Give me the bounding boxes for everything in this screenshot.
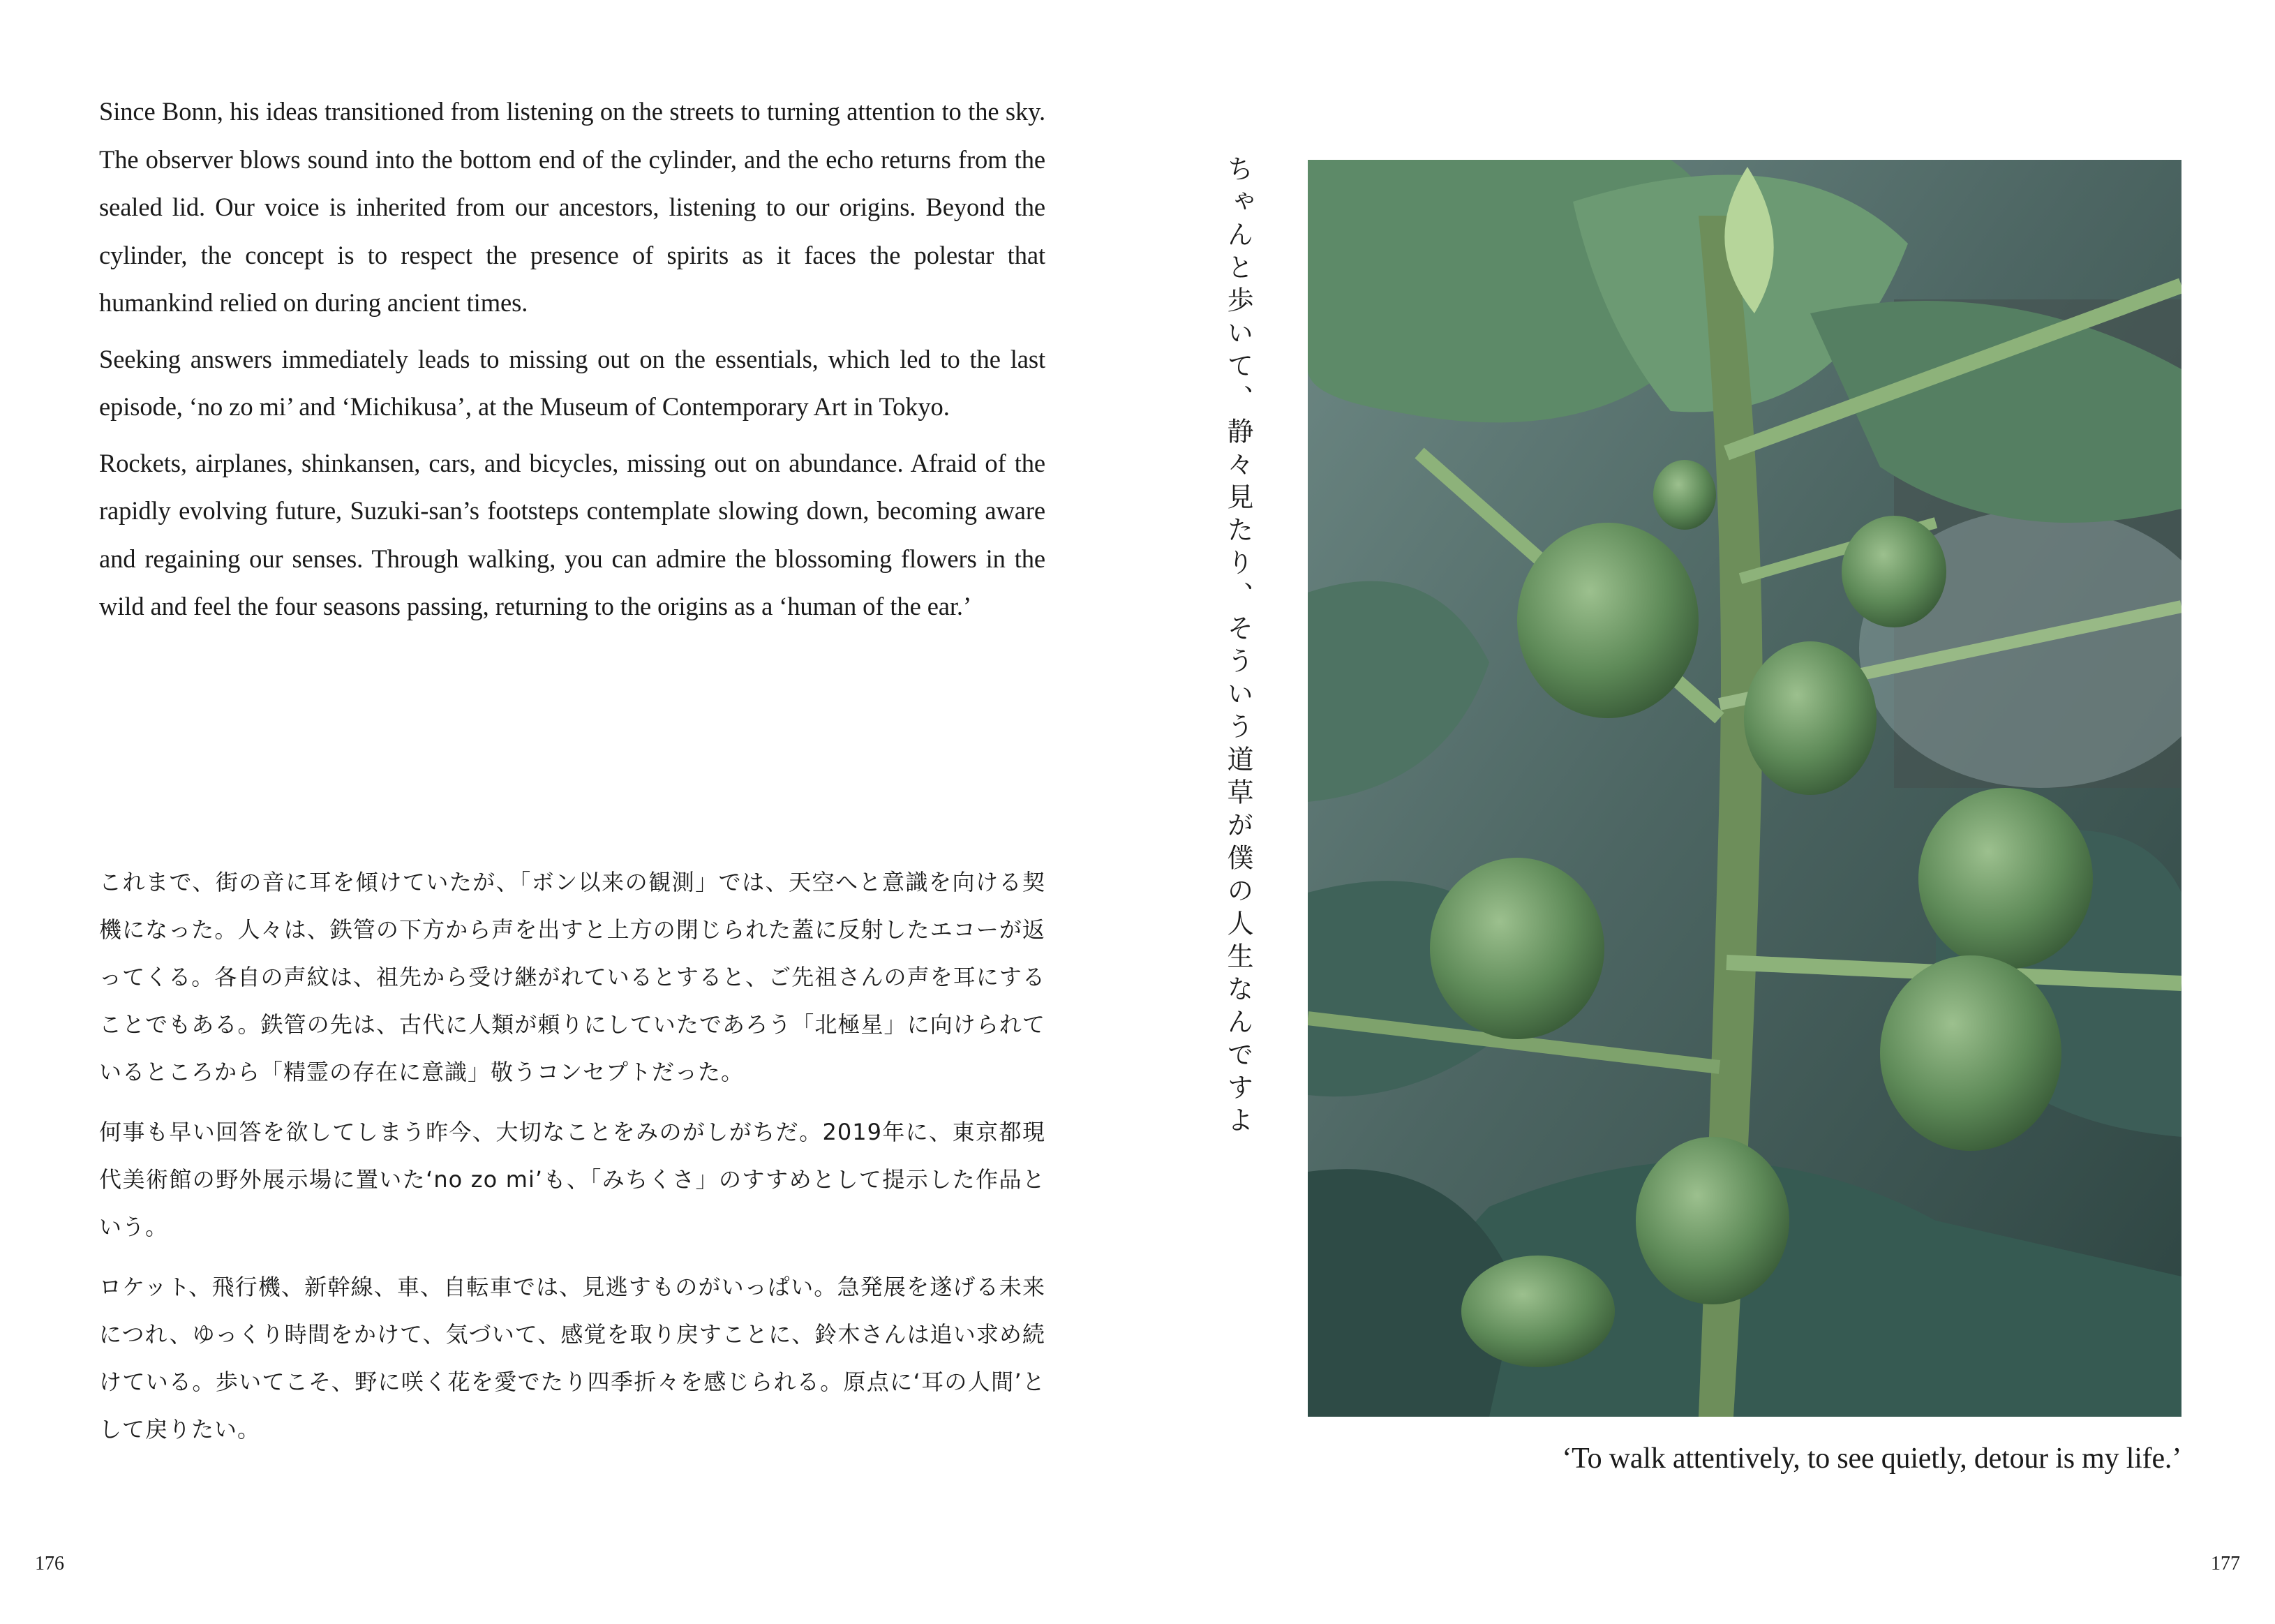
japanese-body-text	[99, 858, 1045, 1466]
photo-caption: ‘To walk attentively, to see quietly, detour is my life.’	[1562, 1443, 2181, 1475]
english-body-text	[99, 88, 1045, 639]
japanese-paragraph-3: ロケット、飛行機、新幹線、車、自転車では、見逃すものがいっぱい。急発展を遂げる未来につれ、ゆっくり時間をかけて、気づいて、感覚を取り戻すことに、鈴木さんは追い求め続けている。歩いてこそ、野に咲く花を愛でたり四季折々を感じられる。原点に‘耳の人間’として戻りたい。	[99, 1274, 1045, 1443]
fig-photo-illustration	[1308, 160, 2181, 1417]
vertical-japanese-quote: ちゃんと歩いて、静々見たり、そういう道草が僕の人生なんですよ	[1223, 155, 1253, 1139]
english-paragraph-3: Rockets, airplanes, shinkansen, cars, and bicycles, missing out on abundance. Afraid of the rapidly evolving future, Suzuki-san’s footsteps contemplate slowing down, becoming aware and regaining our senses. Through walking, you can admire the blossoming flowers in the wild and feel the four seasons passing, returning to the origins as a ‘human of the ear.’	[99, 448, 1045, 620]
japanese-paragraph-1: これまで、街の音に耳を傾けていたが、「ボン以来の観測」では、天空へと意識を向ける契機になった。人々は、鉄管の下方から声を出すと上方の閉じられた蓋に反射したエコーが返ってくる。各自の声紋は、祖先から受け継がれているとすると、ご先祖さんの声を耳にすることでもある。鉄管の先は、古代に人類が頼りにしていたであろう「北極星」に向けられているところから「精霊の存在に意識」敬うコンセプトだった。	[99, 869, 1045, 1085]
page-number-right: 177	[2211, 1553, 2240, 1574]
page-number-left: 176	[35, 1553, 64, 1574]
english-paragraph-2: Seeking answers immediately leads to missing out on the essentials, which led to the last episode, ‘no zo mi’ and ‘Michikusa’, at the Museum of Contemporary Art in Tokyo.	[99, 344, 1045, 421]
fig-branch-photo	[1308, 160, 2181, 1417]
japanese-paragraph-2: 何事も早い回答を欲してしまう昨今、大切なことをみのがしがちだ。2019年に、東京都現代美術館の野外展示場に置いた‘no zo mi’も、「みちくさ」のすすめとして提示した作品という。	[99, 1119, 1045, 1240]
english-paragraph-1: Since Bonn, his ideas transitioned from listening on the streets to turning attention to the sky. The observer blows sound into the bottom end of the cylinder, and the echo returns from the sealed lid. Our voice is inherited from our ancestors, listening to our origins. Beyond the cylinder, the concept is to respect the presence of spirits as it faces the polestar that humankind relied on during ancient times.	[99, 97, 1045, 317]
